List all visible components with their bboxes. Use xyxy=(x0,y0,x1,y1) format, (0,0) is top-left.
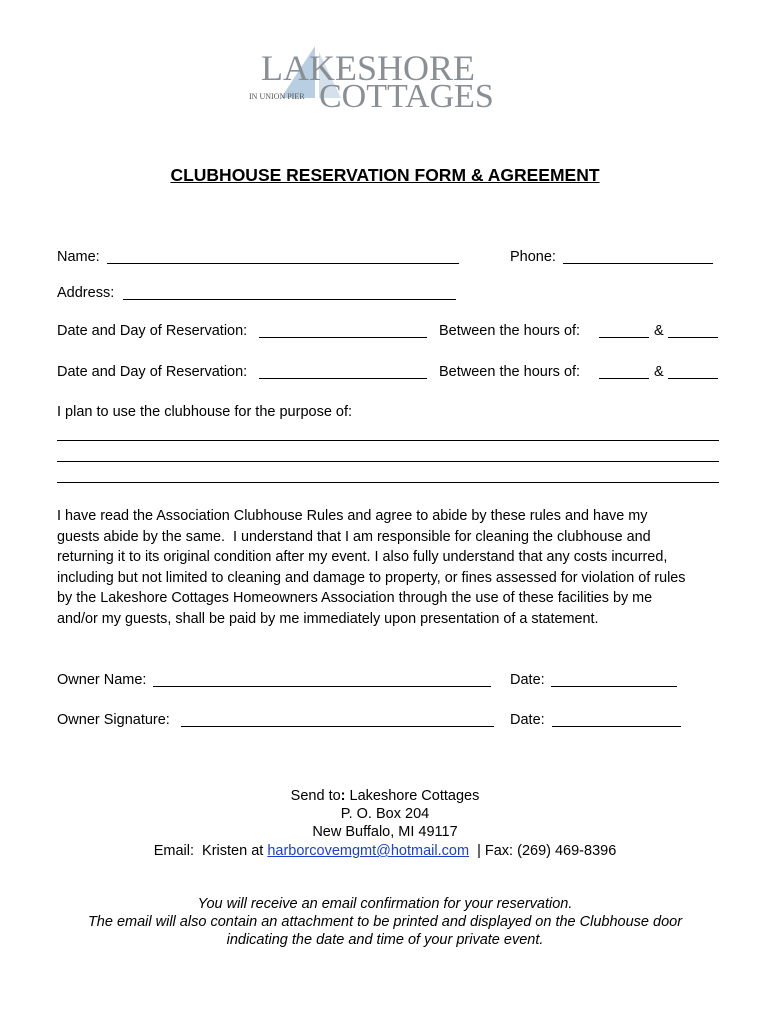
hours-label-1: Between the hours of: xyxy=(439,323,581,339)
send-to-line xyxy=(0,788,770,804)
owner-date-label-2: Date: xyxy=(510,712,549,728)
name-label: Name: xyxy=(57,249,104,265)
hours-end-field-2[interactable] xyxy=(668,378,718,379)
hours-start-field-1[interactable] xyxy=(599,337,649,338)
send-to-value: Lakeshore Cottages xyxy=(345,788,480,804)
notice-line-2: The email will also contain an attachment to be printed and displayed on the Clubhouse door xyxy=(87,914,683,930)
fax-text: | Fax: (269) 469-8396 xyxy=(469,843,617,859)
agreement-line: returning it to its original condition after my event. I also fully understand that any costs incurred, xyxy=(57,549,668,565)
hours-amp-1: & xyxy=(654,323,664,339)
purpose-label: I plan to use the clubhouse for the purpose of: xyxy=(57,404,353,420)
email-prefix: Email: Kristen at xyxy=(153,843,268,859)
email-link[interactable]: harborcovemgmt@hotmail.com xyxy=(267,843,470,859)
phone-label: Phone: xyxy=(510,249,560,265)
purpose-line-1[interactable] xyxy=(57,440,719,441)
agreement-line: and/or my guests, shall be paid by me immediately upon presentation of a statement. xyxy=(57,610,599,627)
po-box: P. O. Box 204 xyxy=(340,806,430,822)
agreement-line: guests abide by the same. I understand that I am responsible for cleaning the clubhouse and xyxy=(57,528,651,545)
address-label: Address: xyxy=(57,285,119,301)
purpose-line-2[interactable] xyxy=(57,461,719,462)
owner-date-field-2[interactable] xyxy=(552,726,681,727)
page-title: CLUBHOUSE RESERVATION FORM & AGREEMENT xyxy=(170,165,600,185)
phone-field[interactable] xyxy=(563,263,713,264)
reservation-date-label-2: Date and Day of Reservation: xyxy=(57,364,252,380)
notice-line-1: You will receive an email confirmation for your reservation. xyxy=(197,896,573,912)
logo-line-2: COTTAGES xyxy=(319,78,494,115)
address-field[interactable] xyxy=(123,299,456,300)
owner-date-field-1[interactable] xyxy=(551,686,677,687)
notice-line-3: indicating the date and time of your private event. xyxy=(226,932,544,948)
agreement-line: including but not limited to cleaning and damage to property, or fines assessed for violation of rules xyxy=(57,569,686,586)
logo xyxy=(245,42,535,114)
logo-tagline: IN UNION PIER xyxy=(249,92,305,101)
hours-end-field-1[interactable] xyxy=(668,337,718,338)
agreement-paragraph xyxy=(57,506,737,629)
reservation-date-label-1: Date and Day of Reservation: xyxy=(57,323,252,339)
city-line: New Buffalo, MI 49117 xyxy=(312,824,458,840)
send-to-prefix: Send to xyxy=(290,788,341,804)
logo-line-1: LAKESHORE xyxy=(261,48,475,88)
owner-signature-label: Owner Signature: xyxy=(57,712,174,728)
hours-label-2: Between the hours of: xyxy=(439,364,581,380)
owner-signature-field[interactable] xyxy=(181,726,494,727)
owner-name-label: Owner Name: xyxy=(57,672,151,688)
purpose-line-3[interactable] xyxy=(57,482,719,483)
agreement-line: I have read the Association Clubhouse Rules and agree to abide by these rules and have my xyxy=(57,508,648,524)
agreement-line: by the Lakeshore Cottages Homeowners Association through the use of these facilities by me xyxy=(57,590,653,606)
hours-start-field-2[interactable] xyxy=(599,378,649,379)
hours-amp-2: & xyxy=(654,364,664,380)
name-field[interactable] xyxy=(107,263,459,264)
reservation-date-field-1[interactable] xyxy=(259,337,427,338)
send-to-colon: : xyxy=(340,788,346,804)
contact-line xyxy=(0,843,770,859)
owner-name-field[interactable] xyxy=(153,686,491,687)
reservation-date-field-2[interactable] xyxy=(259,378,427,379)
owner-date-label-1: Date: xyxy=(510,672,549,688)
